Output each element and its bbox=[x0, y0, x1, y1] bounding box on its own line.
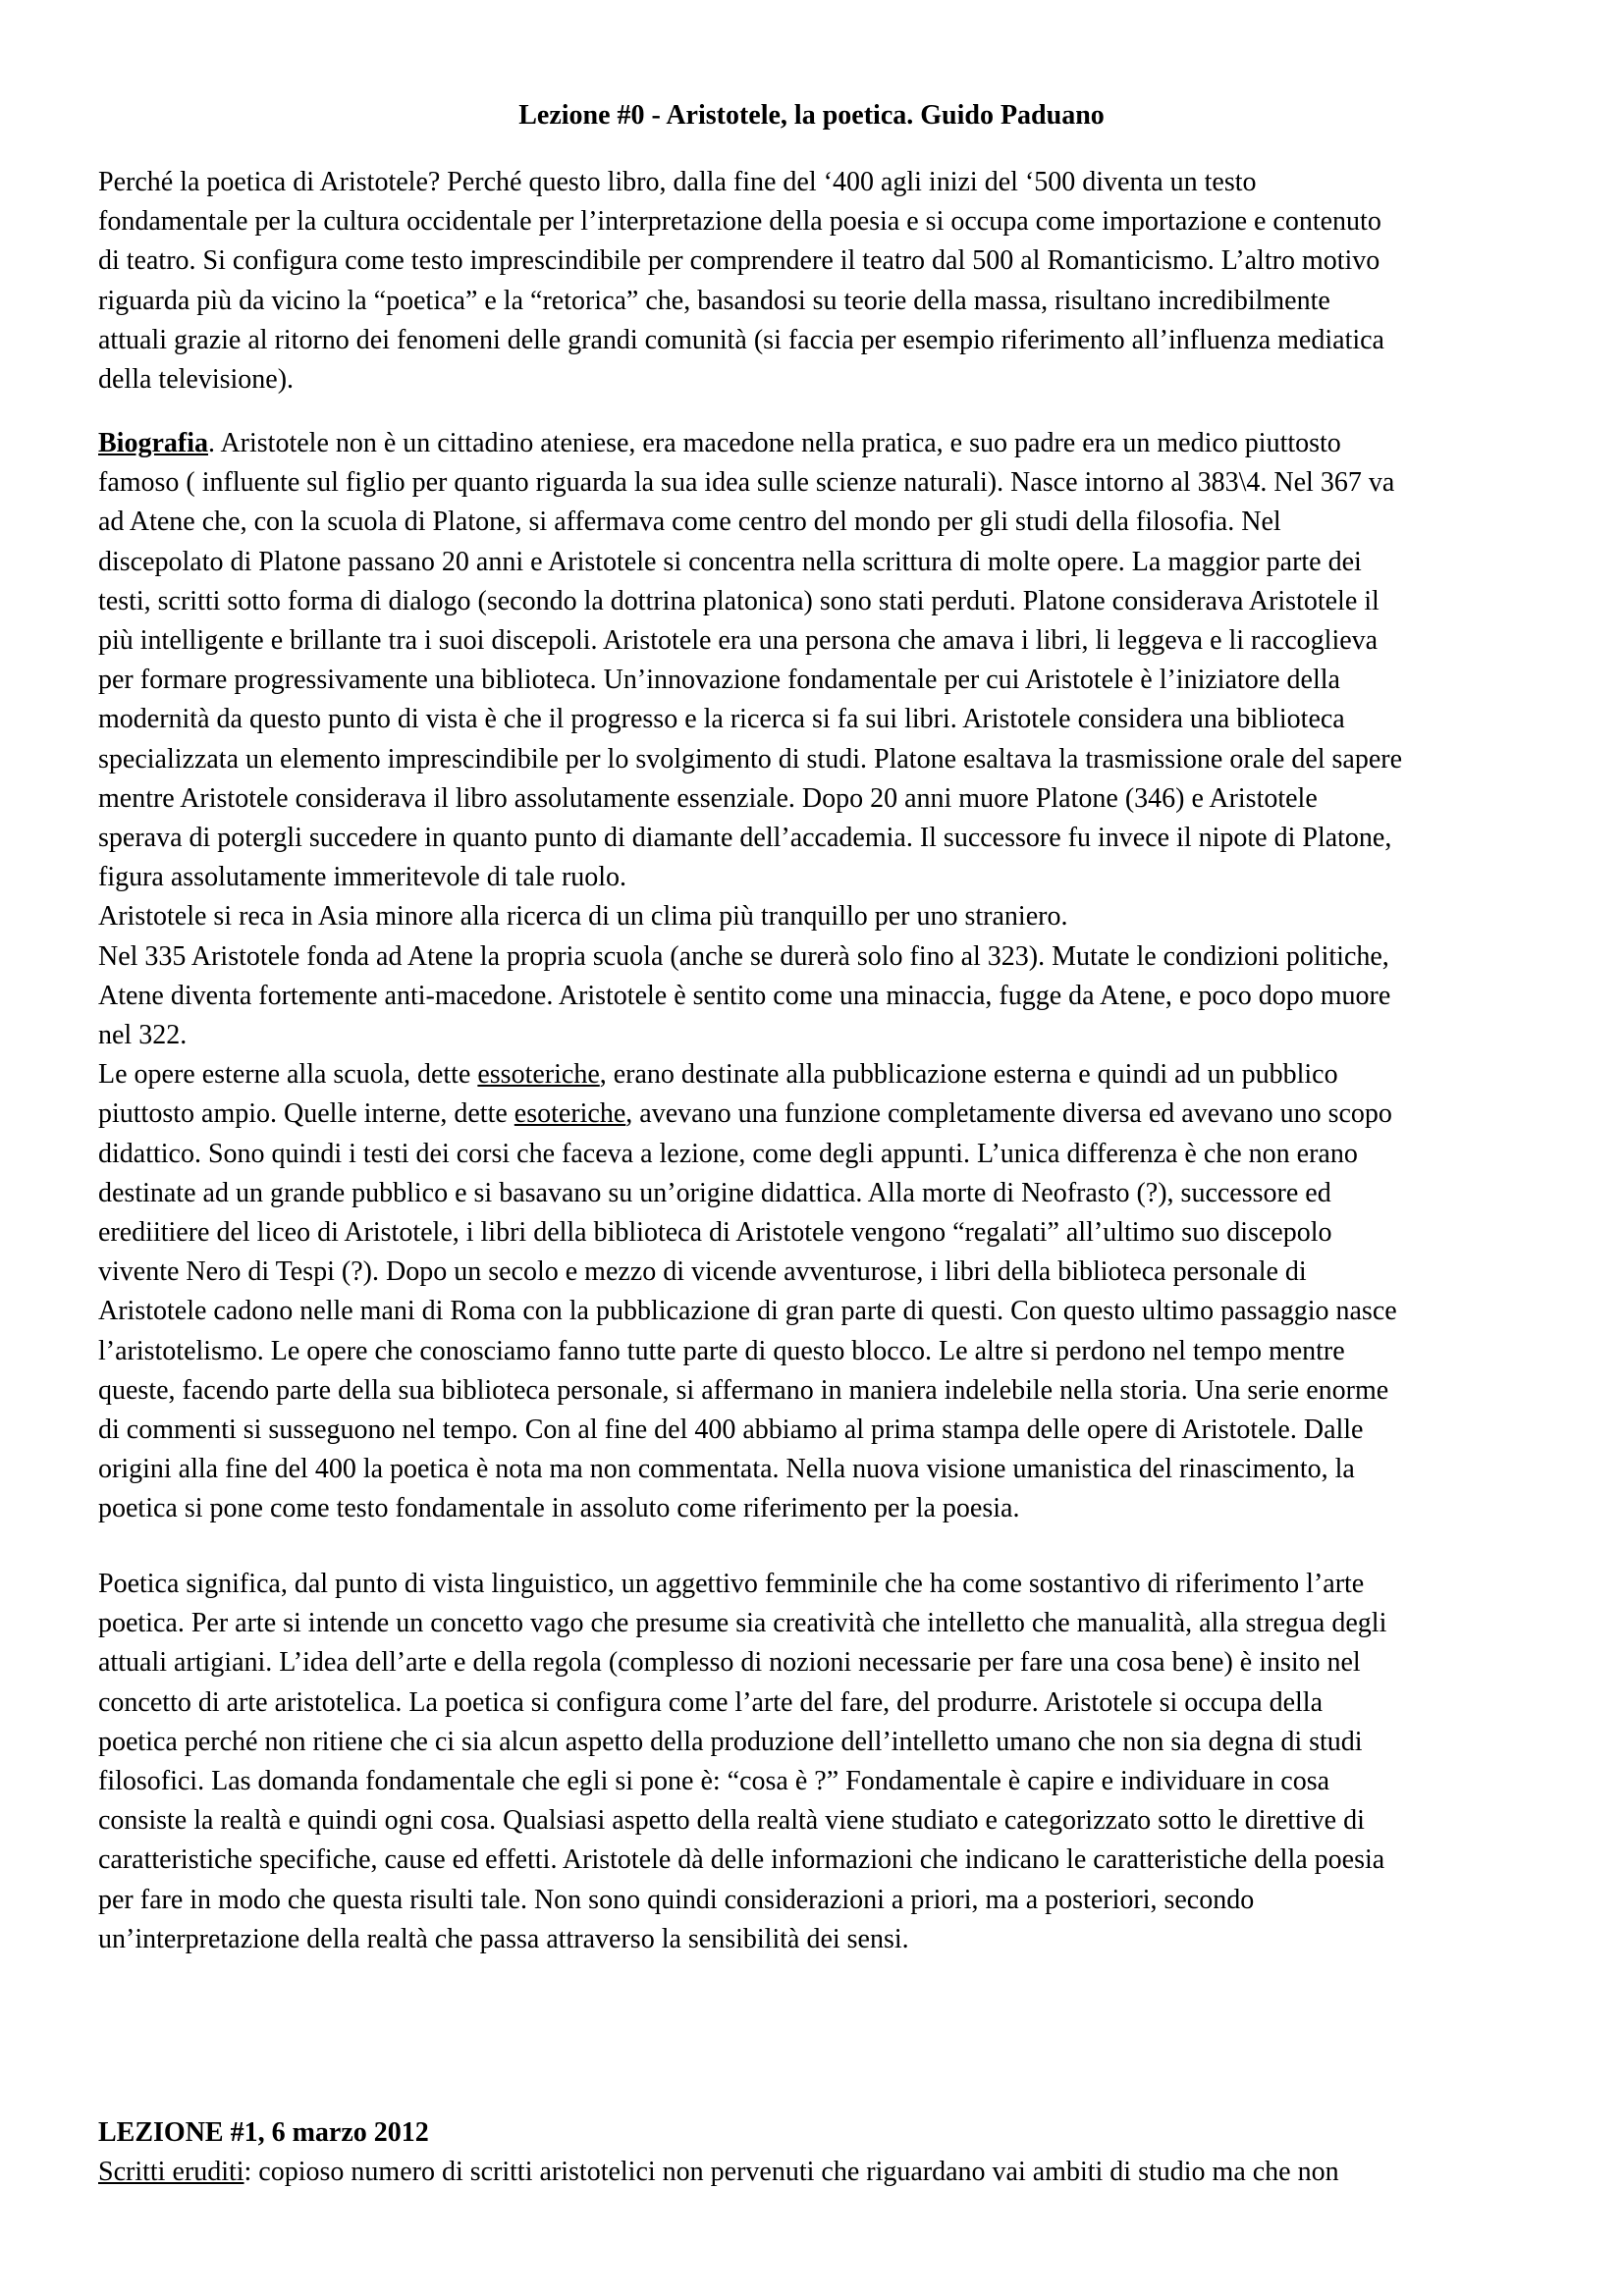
text-line: modernità da questo punto di vista è che il progresso e la ricerca si fa sui libri. Aristotele considera una biblioteca bbox=[98, 704, 1345, 735]
text-line: vivente Nero di Tespi (?). Dopo un secolo e mezzo di vicende avventurose, i libri della biblioteca personale di bbox=[98, 1256, 1307, 1288]
text-line: caratteristiche specifiche, cause ed effetti. Aristotele dà delle informazioni che indicano le caratteristiche della poesia bbox=[98, 1844, 1385, 1876]
text-line: Aristotele cadono nelle mani di Roma con la pubblicazione di gran parte di questi. Con questo ultimo passaggio nasce bbox=[98, 1296, 1397, 1327]
text-line: un’interpretazione della realtà che passa attraverso la sensibilità dei sensi. bbox=[98, 1923, 909, 1954]
term-esoteriche: esoteriche bbox=[514, 1098, 626, 1130]
text-line: fondamentale per la cultura occidentale per l’interpretazione della poesia e si occupa come importazione e contenuto bbox=[98, 206, 1381, 238]
intro-paragraph bbox=[98, 163, 1532, 400]
text-line: ad Atene che, con la scuola di Platone, si affermava come centro del mondo per gli studi della filosofia. Nel bbox=[98, 507, 1281, 538]
text-line: attuali grazie al ritorno dei fenomeni delle grandi comunità (si faccia per esempio riferimento all’influenza mediatica bbox=[98, 324, 1384, 355]
term-scritti-eruditi: Scritti eruditi bbox=[98, 2157, 244, 2187]
text-line: destinate ad un grande pubblico e si basavano su un’origine didattica. Alla morte di Neofrasto (?), successore ed bbox=[98, 1177, 1331, 1208]
text-line: mentre Aristotele considerava il libro assolutamente essenziale. Dopo 20 anni muore Platone (346) e Aristotele bbox=[98, 782, 1318, 814]
text-line: discepolato di Platone passano 20 anni e Aristotele si concentra nella scrittura di molte opere. La maggior parte dei bbox=[98, 546, 1362, 577]
text-line: Aristotele si reca in Asia minore alla ricerca di un clima più tranquillo per uno straniero. bbox=[98, 901, 1068, 933]
biografia-first-line bbox=[98, 424, 1532, 463]
lezione-1-paragraph bbox=[98, 2153, 1532, 2192]
text-line: riguarda più da vicino la “poetica” e la “retorica” che, basandosi su teorie della massa, risultano incredibilmente bbox=[98, 285, 1330, 316]
text-line: origini alla fine del 400 la poetica è nota ma non commentata. Nella nuova visione umanistica del rinascimento, la bbox=[98, 1454, 1355, 1485]
text-line: più intelligente e brillante tra i suoi discepoli. Aristotele era una persona che amava i libri, li leggeva e li raccoglieva bbox=[98, 625, 1379, 657]
text-line: di teatro. Si configura come testo imprescindibile per comprendere il teatro dal 500 al Romanticismo. L’altro motivo bbox=[98, 245, 1380, 277]
text-line: specializzata un elemento imprescindibile per lo svolgimento di studi. Platone esaltava la trasmissione orale del sapere bbox=[98, 743, 1403, 774]
text-line: della televisione). bbox=[98, 364, 295, 396]
biografia-first-line-text: . Aristotele non è un cittadino ateniese, era macedone nella pratica, e suo padre era un medico piuttosto bbox=[208, 428, 1341, 458]
text-line: per formare progressivamente una biblioteca. Un’innovazione fondamentale per cui Aristotele è l’iniziatore della bbox=[98, 665, 1340, 696]
text-line: poetica perché non ritiene che ci sia alcun aspetto della produzione dell’intelletto umano che non sia degna di studi bbox=[98, 1726, 1363, 1757]
lezione-1-heading: LEZIONE #1, 6 marzo 2012 bbox=[98, 2117, 429, 2148]
text-line: l’aristotelismo. Le opere che conosciamo fanno tutte parte di questo blocco. Le altre si perdono nel tempo mentre bbox=[98, 1335, 1345, 1366]
biografia-lines bbox=[98, 463, 1532, 1055]
text-line: poetica. Per arte si intende un concetto vago che presume sia creatività che intelletto che manualità, alla stregua degli bbox=[98, 1608, 1387, 1639]
poetica-paragraph bbox=[98, 1565, 1532, 1959]
text-line: Nel 335 Aristotele fonda ad Atene la propria scuola (anche se durerà solo fino al 323). Mutate le condizioni politiche, bbox=[98, 940, 1389, 972]
biografia-lines-after bbox=[98, 1135, 1532, 1529]
text-line: Perché la poetica di Aristotele? Perché questo libro, dalla fine del ‘400 agli inizi del ‘500 diventa un testo bbox=[98, 167, 1257, 197]
term-essoteriche: essoteriche bbox=[477, 1059, 600, 1091]
biografia-label: Biografia bbox=[98, 428, 208, 458]
opere-line-2: piuttosto ampio. Quelle interne, dette esoteriche, avevano una funzione completamente diversa ed avevano uno scopo bbox=[98, 1098, 1392, 1130]
text-line: nel 322. bbox=[98, 1020, 188, 1051]
text-line: per fare in modo che questa risulti tale. Non sono quindi considerazioni a priori, ma a posteriori, secondo bbox=[98, 1884, 1255, 1915]
text-line: attuali artigiani. L’idea dell’arte e della regola (complesso di nozioni necessarie per fare una cosa bene) è insito nel bbox=[98, 1647, 1361, 1679]
text-line: poetica si pone come testo fondamentale in assoluto come riferimento per la poesia. bbox=[98, 1493, 1020, 1524]
text-line: erediitiere del liceo di Aristotele, i libri della biblioteca di Aristotele vengono “regalati” all’ultimo suo discepolo bbox=[98, 1217, 1332, 1249]
page-title: Lezione #0 - Aristotele, la poetica. Guido Paduano bbox=[518, 100, 1105, 131]
text-line: Atene diventa fortemente anti-macedone. Aristotele è sentito come una minaccia, fugge da Atene, e poco dopo muore bbox=[98, 980, 1391, 1011]
text-line: sperava di potergli succedere in quanto punto di diamante dell’accademia. Il successore fu invece il nipote di Platone, bbox=[98, 823, 1392, 854]
text-line: testi, scritti sotto forma di dialogo (secondo la dottrina platonica) sono stati perduti. Platone considerava Aristotele il bbox=[98, 585, 1380, 616]
text-line: figura assolutamente immeritevole di tale ruolo. bbox=[98, 862, 627, 893]
text-line: consiste la realtà e quindi ogni cosa. Qualsiasi aspetto della realtà viene studiato e categorizzato sotto le direttive di bbox=[98, 1805, 1365, 1837]
opere-line-1: Le opere esterne alla scuola, dette essoteriche, erano destinate alla pubblicazione esterna e quindi ad un pubblico bbox=[98, 1059, 1338, 1091]
lezione-1-first-line: Scritti eruditi: copioso numero di scritti aristotelici non pervenuti che riguardano vai ambiti di studio ma che non bbox=[98, 2157, 1339, 2187]
text-line: concetto di arte aristotelica. La poetica si configura come l’arte del fare, del produrre. Aristotele si occupa della bbox=[98, 1686, 1323, 1718]
text-line: di commenti si susseguono nel tempo. Con al fine del 400 abbiamo al prima stampa delle opere di Aristotele. Dalle bbox=[98, 1415, 1364, 1446]
text-line: filosofici. Las domanda fondamentale che egli si pone è: “cosa è ?” Fondamentale è capire e individuare in cosa bbox=[98, 1766, 1330, 1797]
text-line: didattico. Sono quindi i testi dei corsi che faceva a lezione, come degli appunti. L’unica differenza è che non erano bbox=[98, 1138, 1358, 1169]
text-line: famoso ( influente sul figlio per quanto riguarda la sua idea sulle scienze naturali). Nasce intorno al 383\4. Nel 367 va bbox=[98, 467, 1395, 499]
text-line: queste, facendo parte della sua biblioteca personale, si affermano in maniera indelebile nella storia. Una serie enorme bbox=[98, 1374, 1389, 1406]
text-line: Poetica significa, dal punto di vista linguistico, un aggettivo femminile che ha come sostantivo di riferimento l’arte bbox=[98, 1569, 1365, 1599]
biografia-paragraph bbox=[98, 424, 1532, 1529]
